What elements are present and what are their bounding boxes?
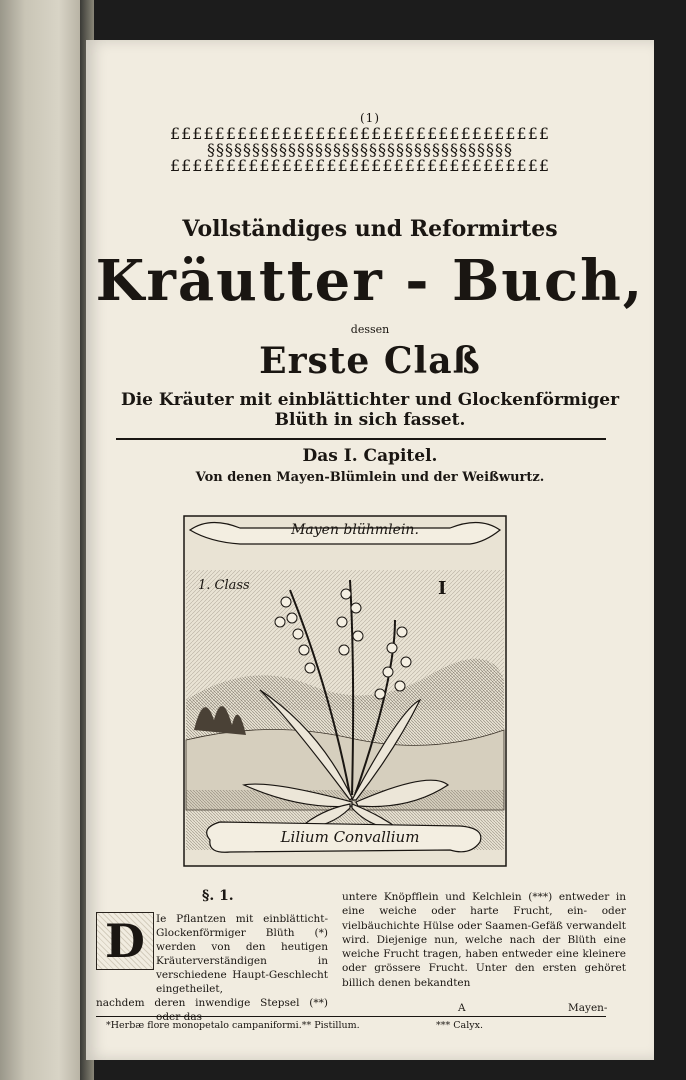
banner-bottom-text: Lilium Convallium [280, 828, 420, 846]
ornament-row: §§§§§§§§§§§§§§§§§§§§§§§§§§§§§§§§§§ [207, 140, 513, 159]
section-mark: §. 1. [202, 888, 234, 904]
footnote-2: *** Calyx. [436, 1020, 483, 1031]
left-column-text [96, 912, 328, 1024]
footnote-1: *Herbæ flore monopetalo campaniformi.** Pistillum. [106, 1020, 360, 1031]
right-column-text: untere Knöpfflein und Kelchlein (***) entweder in eine weiche oder harte Frucht, ein- oder vielbäuchichte Hülse oder Saamen-Gefäß verwandelt wird. Diejenige nun, welche nach der Blüth eine weiche Frucht tragen, haben entweder eine kleinere oder grössere Frucht. Unter den ersten gehöret billich denen bekandten [342, 891, 626, 989]
ornament-row: ££££££££££££££££££££££££££££££££££ [169, 156, 551, 175]
title-description-line: Die Kräuter mit einblättichter und Glockenförmiger [120, 390, 620, 410]
left-column-body: Ie Pflantzen mit einblätticht-Glockenförmiger Blüth (*) werden von den heutigen Kräuterverständigen in verschiedene Haupt-Geschlecht eingetheilet, [156, 913, 328, 995]
left-column-last-line: nachdem deren inwendige Stepsel (**) oder das [96, 997, 328, 1023]
ornament-row: ££££££££££££££££££££££££££££££££££ [169, 126, 551, 143]
title-description-line: Blüth in sich fasset. [274, 410, 466, 430]
chapter-title: Das I. Capitel. [302, 446, 438, 466]
footnote-divider [96, 1016, 606, 1017]
class-label: 1. Class [198, 578, 250, 593]
footnotes [106, 1020, 606, 1031]
divider [116, 438, 606, 440]
ornament-band [132, 126, 588, 206]
title-class: Erste Claß [259, 340, 481, 382]
title-description [86, 390, 654, 430]
title-line-1: Vollständiges und Reformirtes [182, 216, 558, 242]
plate-number: I [438, 578, 447, 599]
title-dessen: dessen [350, 323, 390, 336]
drop-cap: D [96, 912, 154, 970]
page-number: (1) [360, 111, 380, 125]
banner-top-text: Mayen blühmlein. [291, 522, 419, 538]
book-page [86, 40, 654, 1060]
lily-of-the-valley-engraving [180, 510, 510, 870]
title-main: Kräutter - Buch, [95, 248, 645, 314]
chapter-subtitle: Von denen Mayen-Blümlein und der Weißwurtz. [195, 470, 545, 485]
left-page-edge [0, 0, 85, 1080]
catchword: Mayen- [568, 1002, 608, 1014]
signature-mark: A [458, 1002, 466, 1014]
